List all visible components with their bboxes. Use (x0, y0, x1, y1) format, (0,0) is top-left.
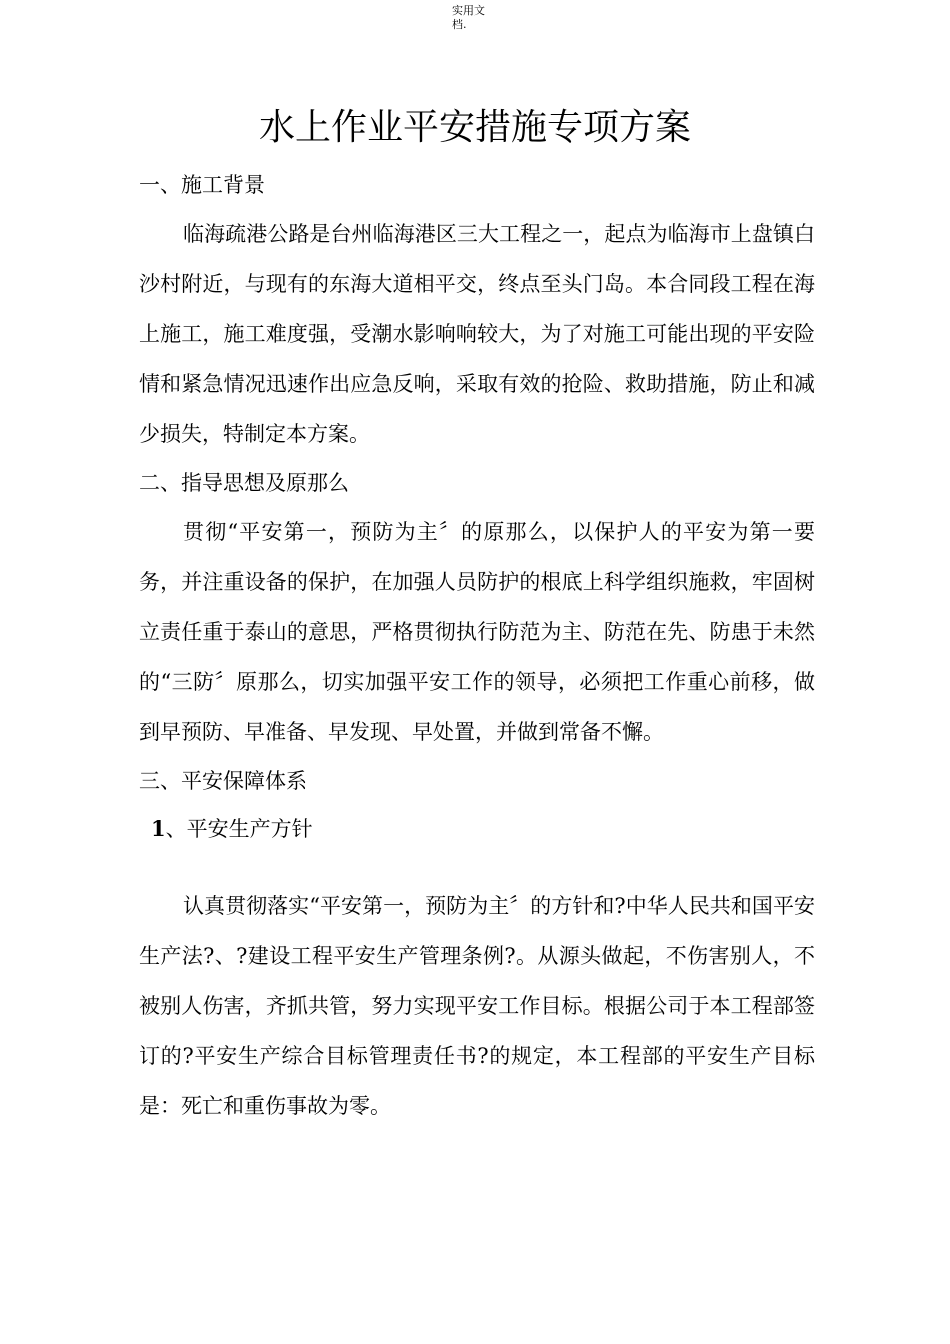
paragraph-background: 临海疏港公路是台州临海港区三大工程之一，起点为临海市上盘镇白沙村附近，与现有的东海大道相平交，终点至头门岛。本合同段工程在海上施工，施工难度强，受潮水影响响较大，为了对施工可能出现的平安险情和紧急情况迅速作出应急反响，采取有效的抢险、救助措施，防止和减少损失，特制定本方案。 (139, 222, 815, 446)
section-heading-principles: 二、指导思想及原那么 (139, 471, 349, 495)
subsection-number: 1 (151, 816, 166, 841)
subsection-heading-safety-policy (139, 805, 815, 853)
section-heading-background: 一、施工背景 (139, 173, 265, 197)
document-title: 水上作业平安措施专项方案 (258, 107, 691, 148)
section-heading-safety-system: 三、平安保障体系 (139, 769, 307, 793)
paragraph-safety-policy: 认真贯彻落实“平安第一，预防为主〞的方针和?中华人民共和国平安生产法?、?建设工程平安生产管理条例?。从源头做起，不伤害别人，不被别人伤害，齐抓共管，努力实现平安工作目标。根据公司于本工程部签订的?平安生产综合目标管理责任书?的规定，本工程部的平安生产目标是：死亡和重伤事故为零。 (139, 894, 815, 1118)
page-header-note: 实用文档. (452, 4, 485, 31)
document-body (139, 161, 815, 1131)
subsection-title: 、平安生产方针 (165, 817, 313, 841)
paragraph-principles: 贯彻“平安第一，预防为主〞的原那么，以保护人的平安为第一要务，并注重设备的保护，在加强人员防护的根底上科学组织施救，牢固树立责任重于泰山的意思，严格贯彻执行防范为主、防范在先、防患于未然的“三防〞原那么，切实加强平安工作的领导，必须把工作重心前移，做到早预防、早准备、早发现、早处置，并做到常备不懈。 (139, 520, 815, 744)
